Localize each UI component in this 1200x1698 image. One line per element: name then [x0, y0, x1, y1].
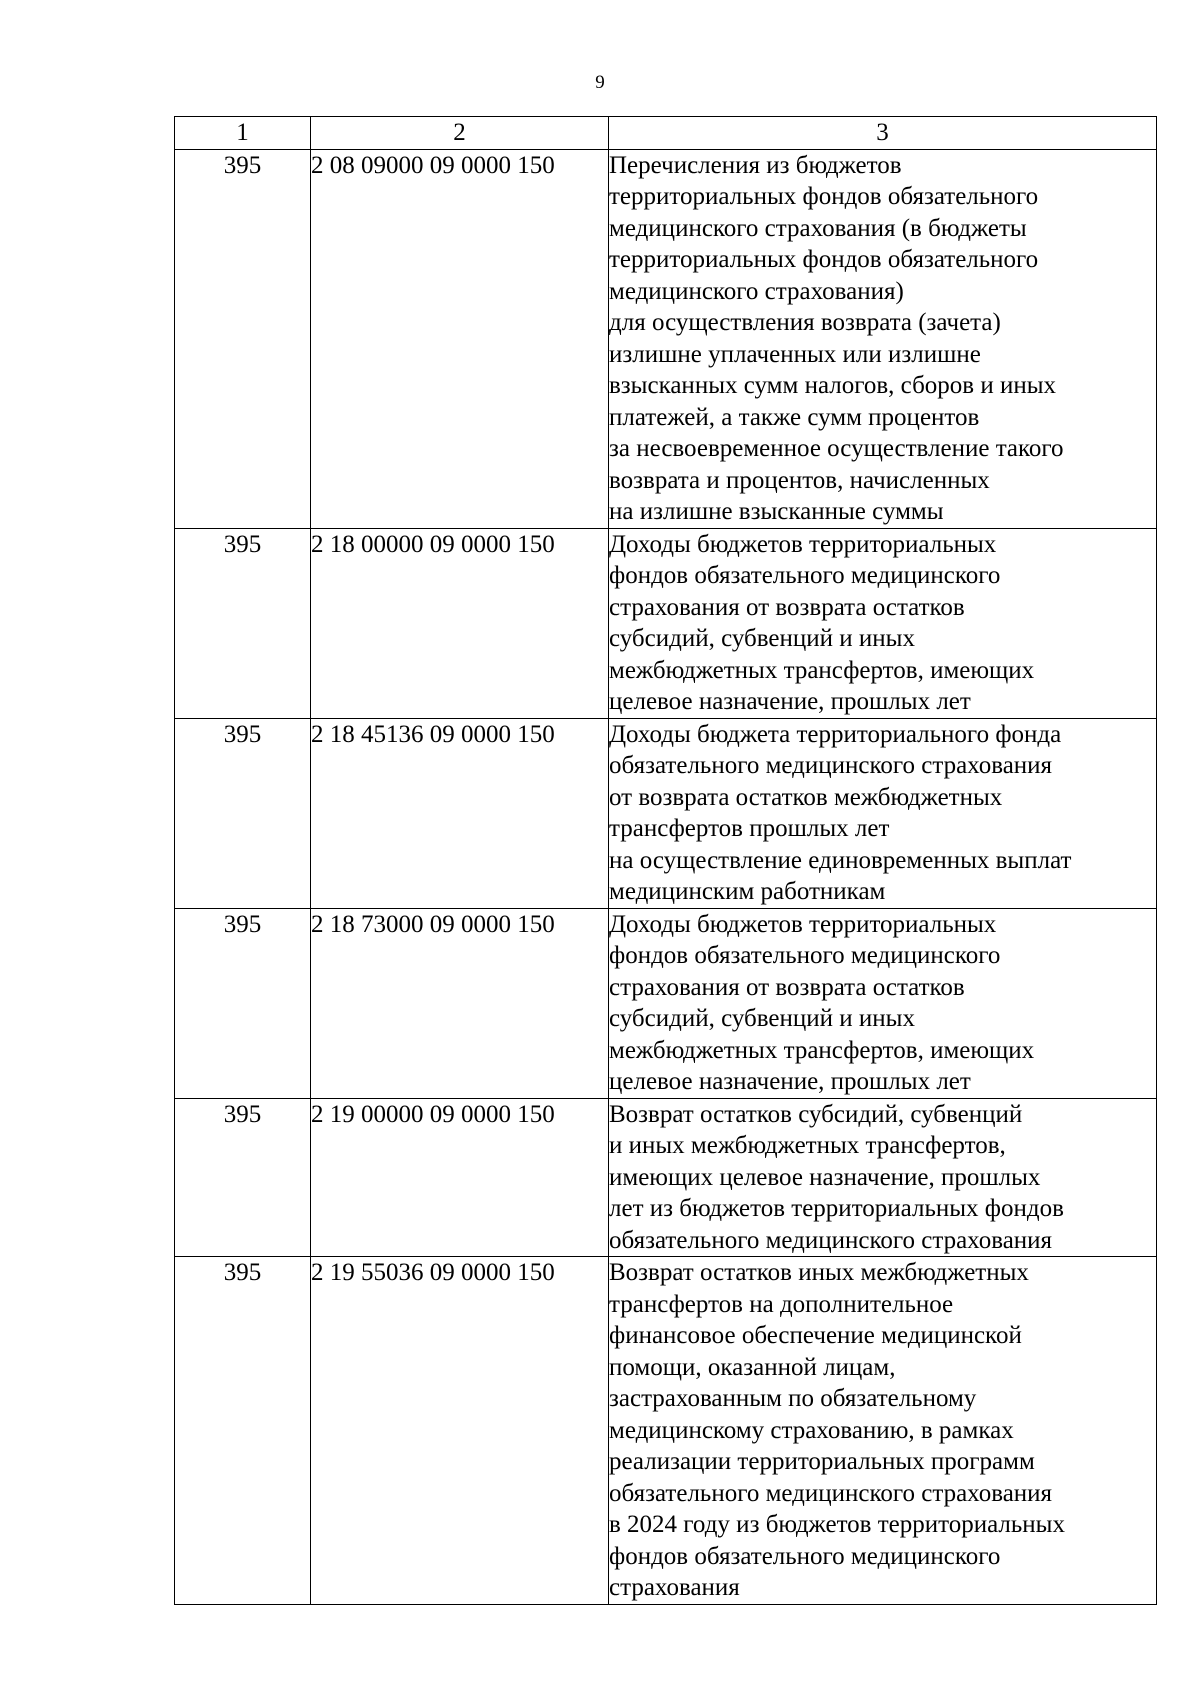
- revenue-name-line: трансфертов на дополнительное: [609, 1290, 954, 1318]
- table-row: [175, 718, 1157, 908]
- table-row: [175, 528, 1157, 718]
- chapter-code-cell: 395: [175, 718, 311, 908]
- budget-classification-code-cell: 2 19 55036 09 0000 150: [311, 1257, 609, 1605]
- revenue-name-line: страхования: [609, 1574, 740, 1601]
- revenue-name-cell: [609, 908, 1157, 1098]
- revenue-name-line: субсидий, субвенций и иных: [609, 1005, 915, 1032]
- revenue-name-line: имеющих целевое назначение, прошлых: [609, 1163, 1041, 1191]
- revenue-name-line: Доходы бюджетов территориальных: [609, 530, 997, 558]
- header-col-2: 2: [311, 117, 609, 150]
- revenue-name-line: целевое назначение, прошлых лет: [609, 688, 971, 715]
- revenue-name-line: обязательного медицинского страхования: [609, 1479, 1053, 1507]
- budget-classification-code-cell: 2 18 73000 09 0000 150: [311, 908, 609, 1098]
- page-number: 9: [595, 72, 605, 93]
- revenue-name-line: Доходы бюджета территориального фонда: [609, 720, 1062, 748]
- revenue-name-line: на излишне взысканные суммы: [609, 498, 944, 525]
- revenue-name-line: в 2024 году из бюджетов территориальных: [609, 1511, 1065, 1538]
- budget-classification-code-cell: 2 08 09000 09 0000 150: [311, 149, 609, 528]
- budget-classification-code-cell: 2 19 00000 09 0000 150: [311, 1098, 609, 1257]
- revenue-name-line: фондов обязательного медицинского: [609, 562, 1001, 589]
- revenue-name-line: медицинскому страхованию, в рамках: [609, 1416, 1014, 1444]
- revenue-name-line: лет из бюджетов территориальных фондов: [609, 1195, 1064, 1222]
- revenue-name-cell: [609, 718, 1157, 908]
- revenue-name-line: медицинского страхования (в бюджеты: [609, 214, 1027, 242]
- revenue-name-line: возврата и процентов, начисленных: [609, 466, 990, 494]
- revenue-name-line: застрахованным по обязательному: [609, 1385, 977, 1412]
- header-col-3: 3: [609, 117, 1157, 150]
- budget-classification-code-cell: 2 18 45136 09 0000 150: [311, 718, 609, 908]
- chapter-code-cell: 395: [175, 1098, 311, 1257]
- chapter-code-cell: 395: [175, 908, 311, 1098]
- revenue-name-line: от возврата остатков межбюджетных: [609, 783, 1003, 811]
- revenue-name-line: медицинским работникам: [609, 878, 886, 905]
- header-col-1: 1: [175, 117, 311, 150]
- revenue-name-line: обязательного медицинского страхования: [609, 1226, 1053, 1254]
- table-body: [175, 149, 1157, 1604]
- revenue-name-line: Возврат остатков иных межбюджетных: [609, 1259, 1029, 1286]
- revenue-name-cell: [609, 1257, 1157, 1605]
- chapter-code-cell: 395: [175, 528, 311, 718]
- table-row: [175, 1257, 1157, 1605]
- revenue-name-line: территориальных фондов обязательного: [609, 246, 1039, 273]
- revenue-name-line: трансфертов прошлых лет: [609, 815, 890, 842]
- revenue-name-cell: [609, 149, 1157, 528]
- revenue-name-line: обязательного медицинского страхования: [609, 752, 1053, 779]
- revenue-name-line: на осуществление единовременных выплат: [609, 846, 1072, 874]
- revenue-name-line: территориальных фондов обязательного: [609, 183, 1039, 210]
- revenue-name-line: для осуществления возврата (зачета): [609, 309, 1001, 336]
- revenue-name-line: за несвоевременное осуществление такого: [609, 435, 1064, 462]
- revenue-name-cell: [609, 1098, 1157, 1257]
- revenue-name-line: страхования от возврата остатков: [609, 973, 965, 1001]
- revenue-name-line: Доходы бюджетов территориальных: [609, 910, 997, 938]
- revenue-name-line: помощи, оказанной лицам,: [609, 1353, 896, 1381]
- budget-codes-table: [174, 116, 1157, 1605]
- revenue-name-line: излишне уплаченных или излишне: [609, 340, 981, 368]
- revenue-name-line: межбюджетных трансфертов, имеющих: [609, 1036, 1035, 1064]
- revenue-name-line: платежей, а также сумм процентов: [609, 403, 980, 431]
- table-row: [175, 1098, 1157, 1257]
- revenue-name-line: межбюджетных трансфертов, имеющих: [609, 656, 1035, 684]
- revenue-name-cell: [609, 528, 1157, 718]
- revenue-name-line: Возврат остатков субсидий, субвенций: [609, 1100, 1023, 1128]
- chapter-code-cell: 395: [175, 149, 311, 528]
- revenue-name-line: фондов обязательного медицинского: [609, 942, 1001, 969]
- revenue-name-line: фондов обязательного медицинского: [609, 1542, 1001, 1570]
- revenue-name-line: взысканных сумм налогов, сборов и иных: [609, 372, 1057, 399]
- revenue-name-line: Перечисления из бюджетов: [609, 151, 902, 179]
- revenue-name-line: финансовое обеспечение медицинской: [609, 1322, 1022, 1349]
- table-row: [175, 908, 1157, 1098]
- revenue-name-line: страхования от возврата остатков: [609, 593, 965, 621]
- revenue-name-line: и иных межбюджетных трансфертов,: [609, 1132, 1006, 1159]
- revenue-name-line: целевое назначение, прошлых лет: [609, 1068, 971, 1095]
- revenue-name-line: субсидий, субвенций и иных: [609, 625, 915, 652]
- chapter-code-cell: 395: [175, 1257, 311, 1605]
- revenue-name-line: реализации территориальных программ: [609, 1448, 1035, 1475]
- table-header-row: [175, 117, 1157, 150]
- revenue-name-line: медицинского страхования): [609, 277, 904, 305]
- table-row: [175, 149, 1157, 528]
- budget-classification-code-cell: 2 18 00000 09 0000 150: [311, 528, 609, 718]
